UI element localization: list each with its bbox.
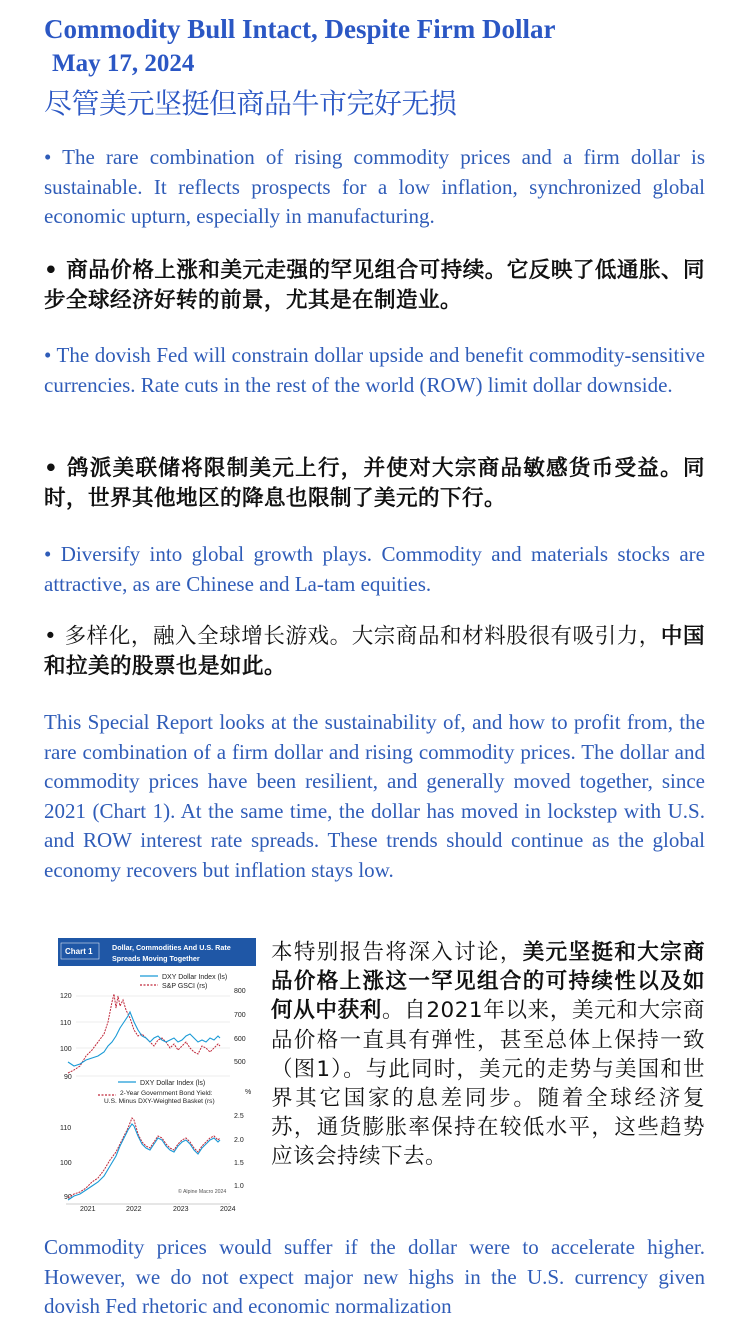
ytick-top-r-500: 500 xyxy=(234,1059,246,1066)
series-dxy-top xyxy=(68,1012,220,1066)
intro-paragraph-en: This Special Report looks at the sustainability of, and how to profit from, the rare combination of a firm dollar and rising commodity prices. The dollar and commodity prices have been resilient, and generally moved together, since 2021 (Chart 1). At the same time, the dollar has moved in lockstep with U.S. and ROW interest rate spreads. These trends should continue as the global economy recovers but inflation stays low. xyxy=(44,710,705,882)
chart-source: © Alpine Macro 2024 xyxy=(178,1189,227,1195)
ytick-bot-l-100: 100 xyxy=(60,1160,72,1167)
bullet-3-en: • Diversify into global growth plays. Commodity and materials stocks are attractive, as are Chinese and La-tam equities. xyxy=(44,542,705,596)
bullet-2-zh: • 鸽派美联储将限制美元上行，并使对大宗商品敏感货币受益。同时，世界其他地区的降息也限制了美元的下行。 xyxy=(44,456,705,511)
legend-top-2: S&P GSCI (rs) xyxy=(162,983,208,990)
ytick-bot-l-110: 110 xyxy=(60,1125,72,1132)
chart-tag: Chart 1 xyxy=(65,947,93,956)
bullet-3-zh xyxy=(44,622,705,681)
xtick-2022: 2022 xyxy=(126,1206,142,1211)
report-date: May 17, 2024 xyxy=(52,50,195,77)
legend-bot-2a: 2-Year Government Bond Yield: xyxy=(120,1090,213,1097)
ytick-top-l-90: 90 xyxy=(64,1074,72,1081)
xtick-2023: 2023 xyxy=(173,1206,189,1211)
legend-bot-1: DXY Dollar Index (ls) xyxy=(140,1080,206,1087)
report-title: Commodity Bull Intact, Despite Firm Dollar xyxy=(44,14,556,44)
chart-svg xyxy=(58,938,256,1211)
bullet-1-en: • The rare combination of rising commodity prices and a firm dollar is sustainable. It reflects prospects for a low inflation, synchronized global economic upturn, especially in manufacturing. xyxy=(44,145,705,228)
xtick-2021: 2021 xyxy=(80,1206,96,1211)
bullet-2-en: • The dovish Fed will constrain dollar upside and benefit commodity-sensitive currencies. Rate cuts in the rest of the world (ROW) limit dollar downside. xyxy=(44,343,705,397)
bullet-3-zh-b: 中国和拉美的股票也是如此。 xyxy=(44,624,705,679)
ytick-top-l-120: 120 xyxy=(60,993,72,1000)
series-gsci xyxy=(68,994,220,1073)
ytick-top-r-700: 700 xyxy=(234,1012,246,1019)
ytick-bot-r-2.5: 2.5 xyxy=(234,1113,244,1120)
chart-title-2: Spreads Moving Together xyxy=(112,954,200,963)
intro-zh-c: 。自2021年以来，美元和大宗商品价格一直具有弹性，甚至总体上保持一致（图1）。与此同时，美元的走势与美国和世界其它国家的息差同步。随着全球经济复苏，通货膨胀率保持在较低水平，这些趋势应该会持续下去。 xyxy=(271,998,705,1170)
closing-paragraph-en: Commodity prices would suffer if the dollar were to accelerate higher. However, we do not expect major new highs in the U.S. currency given dovish Fed rhetoric and economic normalization xyxy=(44,1235,705,1318)
xtick-2024: 2024 xyxy=(220,1206,236,1211)
bullet-3-zh-a: • 多样化，融入全球增长游戏。大宗商品和材料股很有吸引力， xyxy=(44,624,661,649)
ytick-bot-l-90: 90 xyxy=(64,1194,72,1201)
bullet-1-zh: • 商品价格上涨和美元走强的罕见组合可持续。它反映了低通胀、同步全球经济好转的前景，尤其是在制造业。 xyxy=(44,258,705,313)
intro-zh-b: 美元坚挺和大宗商品价格上涨这一罕见组合的可持续性以及如何从中获利 xyxy=(271,940,705,1024)
chart-1 xyxy=(58,938,256,1211)
ytick-top-l-110: 110 xyxy=(60,1020,72,1027)
chart-title-1: Dollar, Commodities And U.S. Rate xyxy=(112,943,231,952)
ytick-bot-r-1.0: 1.0 xyxy=(234,1183,244,1190)
ytick-bot-r-1.5: 1.5 xyxy=(234,1160,244,1167)
ytick-bot-r-2.0: 2.0 xyxy=(234,1137,244,1144)
intro-paragraph-zh xyxy=(271,938,705,1172)
series-spread xyxy=(68,1118,220,1198)
axis-pct: % xyxy=(245,1089,252,1096)
intro-zh-a: 本特别报告将深入讨论， xyxy=(271,940,523,965)
ytick-top-r-600: 600 xyxy=(234,1036,246,1043)
legend-bot-2b: U.S. Minus DXY-Weighted Basket (rs) xyxy=(104,1098,215,1105)
report-title-zh: 尽管美元坚挺但商品牛市完好无损 xyxy=(44,87,457,120)
ytick-top-l-100: 100 xyxy=(60,1046,72,1053)
legend-top-1: DXY Dollar Index (ls) xyxy=(162,974,228,981)
ytick-top-r-800: 800 xyxy=(234,988,246,995)
